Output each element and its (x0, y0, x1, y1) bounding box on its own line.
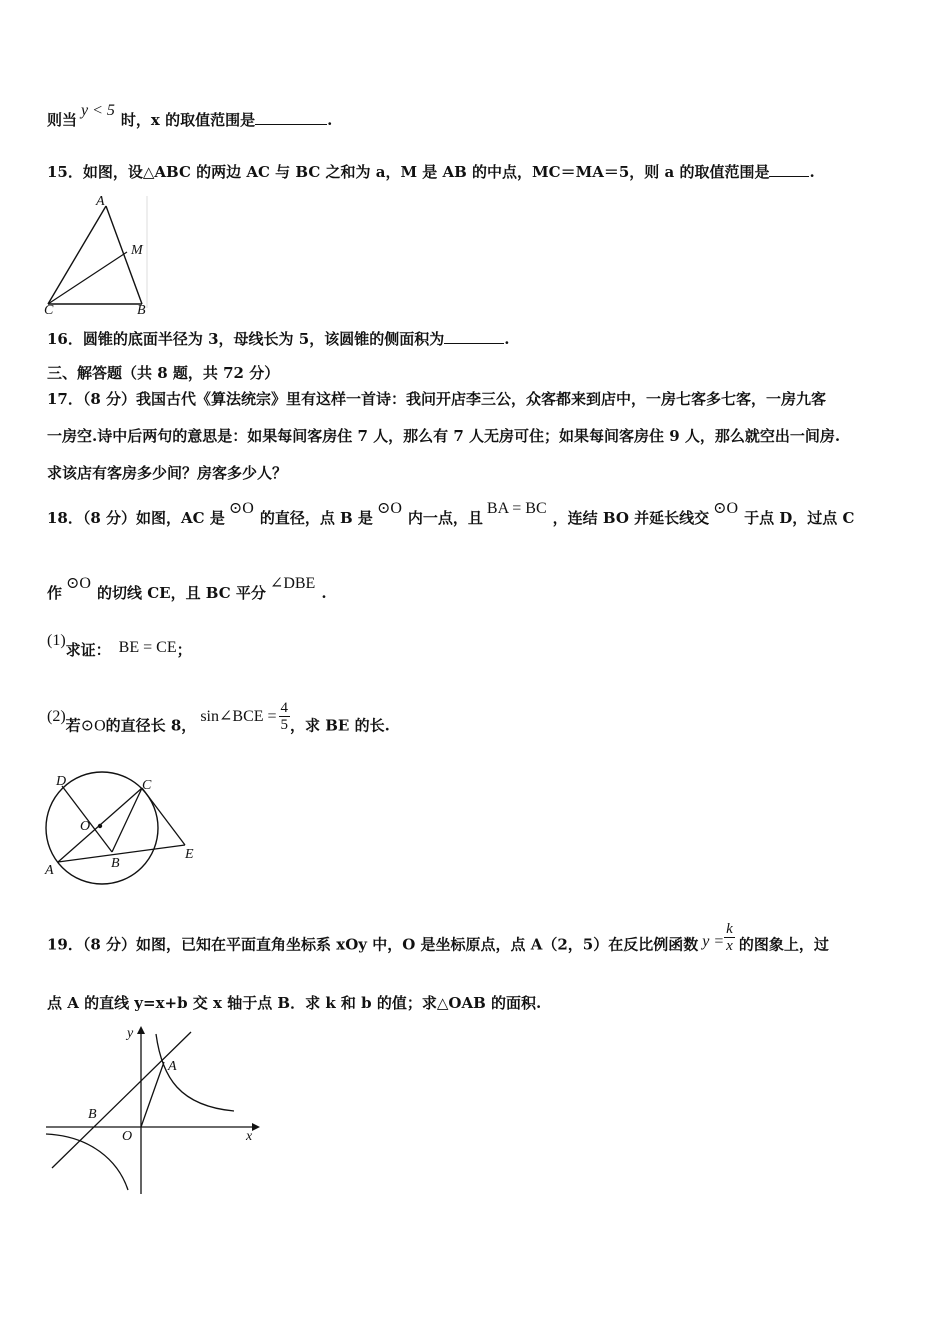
label-a: A (45, 863, 54, 878)
math-y-lt-5: y < 5 (81, 102, 115, 119)
question-18-line1: 18．（8 分）如图，AC 是⊙O的直径，点 B 是⊙O内一点，且BA = BC，连结 BO 并延长线交⊙O于点 D，过点 C (47, 500, 855, 527)
label-m: M (131, 243, 143, 258)
answer-blank[interactable] (444, 329, 504, 344)
question-16: 16．圆锥的底面半径为 3，母线长为 5，该圆锥的侧面积为 . (47, 330, 510, 348)
question-15: 15．如图，设△ABC 的两边 AC 与 BC 之和为 a，M 是 AB 的中点，MC＝MA＝5，则 a 的取值范围是 . (47, 163, 815, 181)
label-b: B (111, 856, 120, 871)
label-d: D (56, 774, 67, 789)
label-o: O (122, 1129, 133, 1144)
question-18-line2: 作⊙O的切线 CE，且 BC 平分∠DBE. (47, 575, 327, 602)
label-b: B (88, 1107, 97, 1122)
label-c: C (142, 778, 152, 793)
label-e: E (185, 847, 194, 862)
figure-circle-o (40, 768, 215, 890)
figure-coordinate-plane (40, 1020, 265, 1200)
label-b: B (137, 303, 146, 316)
answer-blank[interactable] (255, 110, 327, 125)
answer-blank[interactable] (769, 162, 809, 177)
line-y-range: 则当y < 5时，x 的取值范围是 . (47, 102, 333, 129)
question-17-line2: 一房空.诗中后两句的意思是：如果每间客房住 7 人，那么有 7 人无房可住；如果每间客房住 9 人，那么就空出一间房. (47, 427, 841, 445)
label-c: C (44, 303, 54, 316)
question-19-line1: 19．（8 分）如图，已知在平面直角坐标系 xOy 中，O 是坐标原点，点 A（2，5）在反比例函数 y = $\frac{k}{x}$ 的图象上，过 (47, 921, 829, 954)
fraction-k-x: $\frac{k}{x}$ (726, 921, 733, 954)
label-a: A (168, 1059, 177, 1074)
question-18-part2: (2)若⊙O的直径长 8，sin∠BCE = $\frac{4}{5}$ ，求 BE 的长. (47, 700, 390, 735)
fraction-4-5: $\frac{4}{5}$ (280, 700, 289, 733)
question-17-line3: 求该店有客房多少间？房客多少人？ (47, 464, 288, 482)
question-18-part1: (1)求证： BE = CE； (47, 632, 192, 659)
section-three-heading: 三、解答题（共 8 题，共 72 分） (47, 364, 280, 382)
question-19-line2: 点 A 的直线 y=x+b 交 x 轴于点 B．求 k 和 b 的值；求△OAB 的面积. (47, 994, 542, 1012)
label-y: y (127, 1026, 134, 1041)
label-a: A (96, 194, 105, 209)
question-17-line1: 17．（8 分）我国古代《算法统宗》里有这样一首诗：我问开店李三公，众客都来到店中，一房七客多七客，一房九客 (47, 390, 827, 408)
label-x: x (246, 1129, 253, 1144)
figure-triangle-abc (40, 192, 160, 316)
label-o: O (80, 819, 91, 834)
